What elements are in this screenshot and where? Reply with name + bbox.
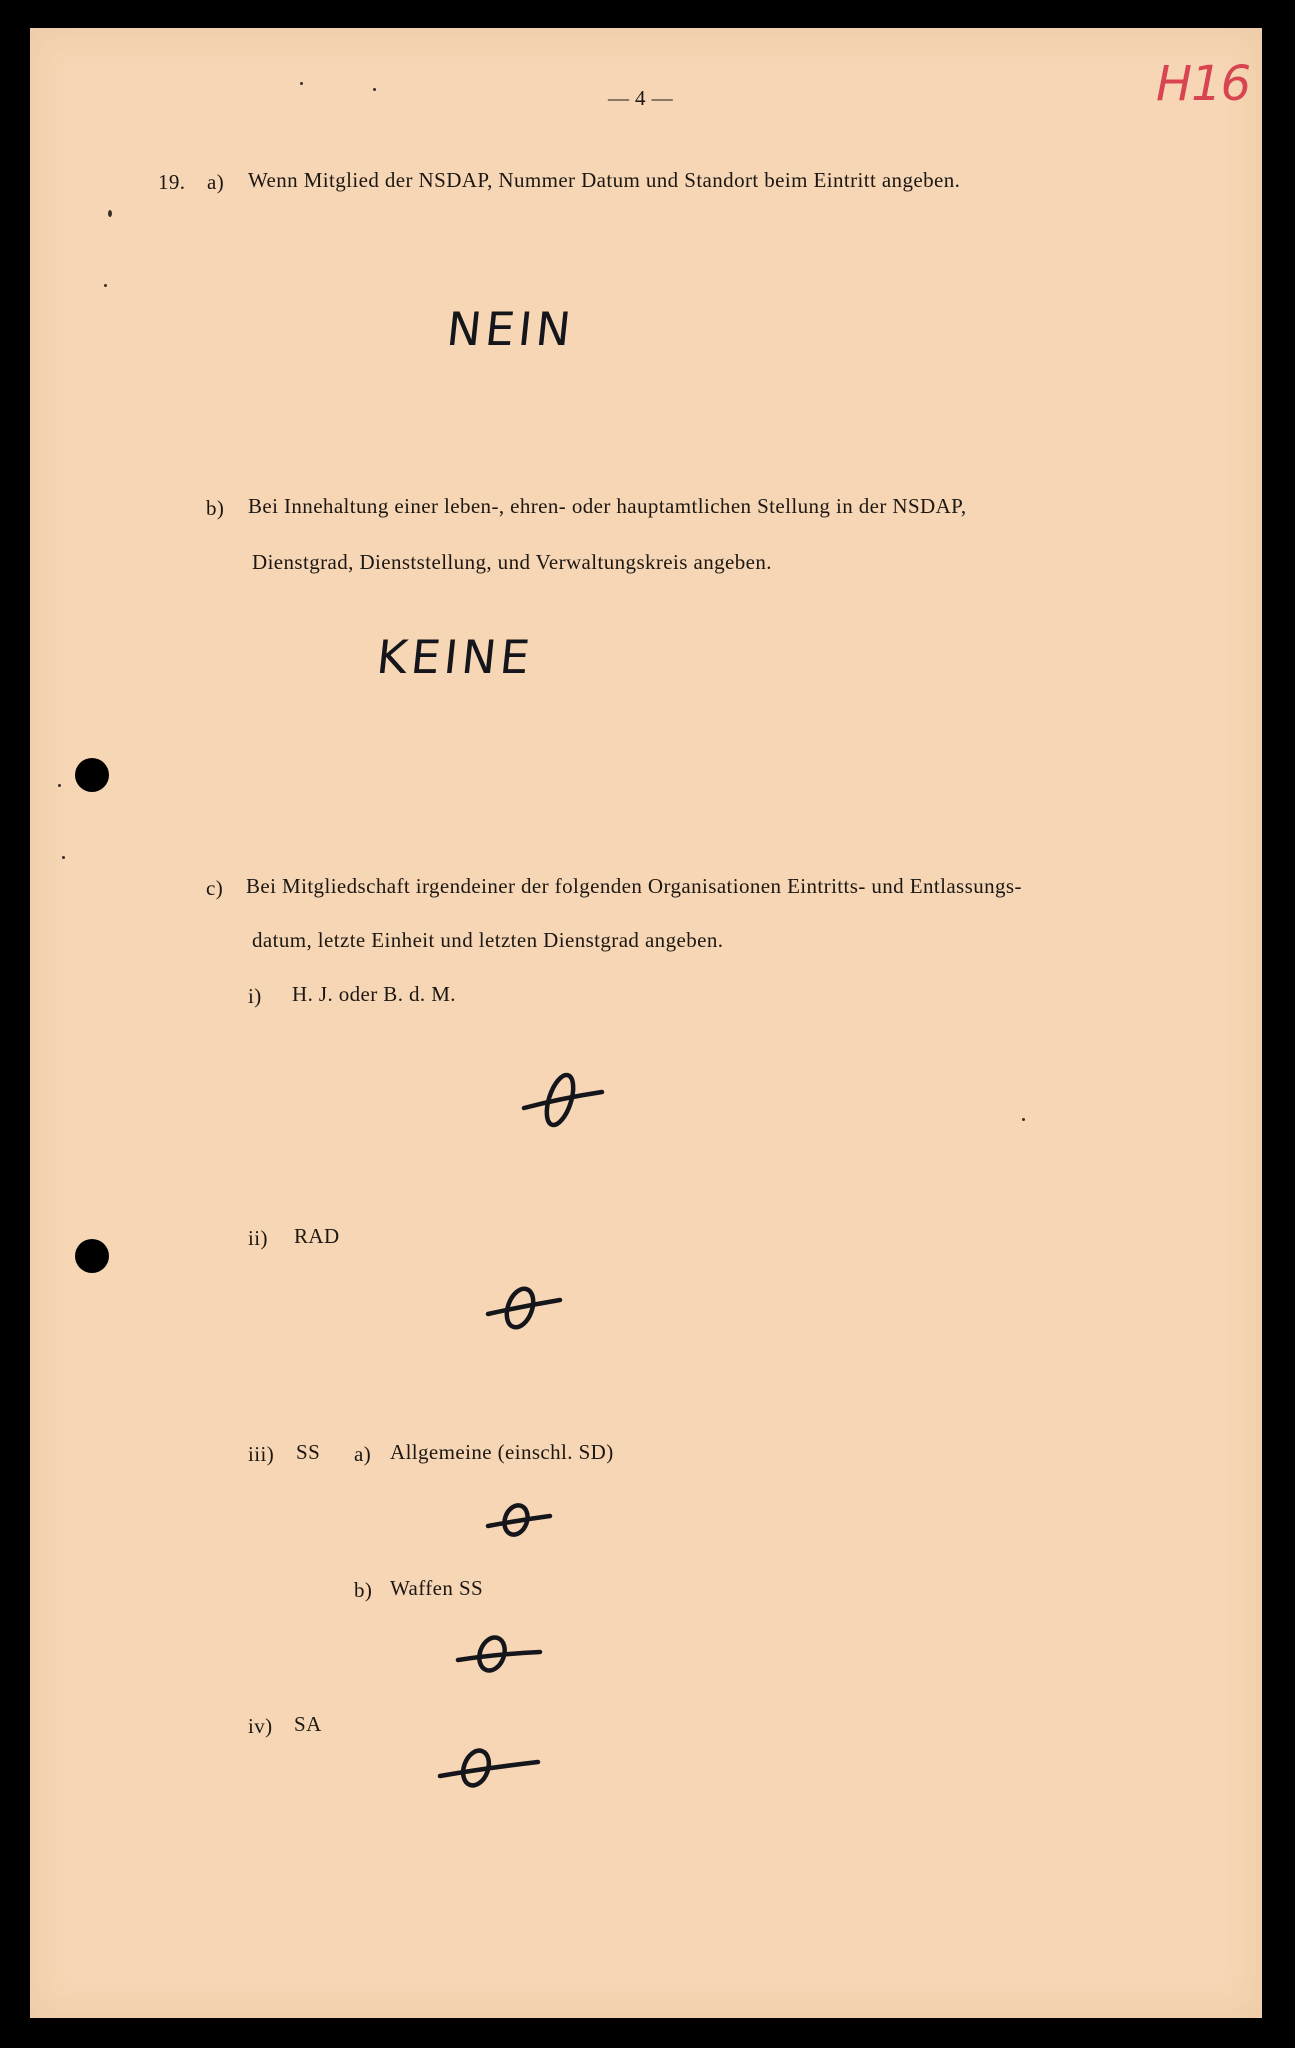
question-a-text: Wenn Mitglied der NSDAP, Nummer Datum und Standort beim Eintritt angeben.	[248, 168, 961, 192]
document-page	[30, 28, 1262, 2018]
answer-iii-b-crossed-zero	[454, 1630, 544, 1678]
archive-corner-mark: H16	[1156, 56, 1251, 112]
item-iii-b-label: b)	[354, 1578, 373, 1602]
answer-iv-crossed-zero	[436, 1744, 542, 1794]
item-iii-text: SS	[296, 1440, 321, 1464]
answer-ii-crossed-zero	[484, 1280, 564, 1336]
page-number: — 4 —	[608, 86, 673, 110]
answer-i-crossed-zero	[518, 1068, 608, 1132]
item-iii-label: iii)	[248, 1442, 275, 1466]
speck	[58, 784, 61, 787]
item-ii-label: ii)	[248, 1226, 268, 1250]
answer-iii-a-crossed-zero	[484, 1498, 554, 1542]
punch-hole-lower	[75, 1239, 109, 1273]
speck	[300, 82, 303, 85]
question-c-label: c)	[206, 876, 224, 900]
item-iii-b-text: Waffen SS	[390, 1576, 484, 1600]
speck	[1022, 1118, 1025, 1121]
speck	[373, 88, 376, 91]
answer-a-handwritten: NEIN	[444, 302, 578, 356]
question-b-label: b)	[206, 496, 225, 520]
item-ii-text: RAD	[294, 1224, 340, 1248]
item-iii-a-label: a)	[354, 1442, 372, 1466]
punch-hole-upper	[75, 758, 109, 792]
speck	[108, 210, 112, 217]
question-number: 19.	[158, 170, 186, 194]
question-c-line1: Bei Mitgliedschaft irgendeiner der folgenden Organisationen Eintritts- und Entlassungs-	[246, 874, 1022, 898]
speck	[104, 284, 107, 287]
item-iv-label: iv)	[248, 1714, 273, 1738]
question-a-label: a)	[207, 170, 225, 194]
item-i-text: H. J. oder B. d. M.	[292, 982, 456, 1006]
speck	[62, 856, 65, 859]
question-c-line2: datum, letzte Einheit und letzten Dienstgrad angeben.	[252, 928, 724, 952]
item-iv-text: SA	[294, 1712, 322, 1736]
question-b-line1: Bei Innehaltung einer leben-, ehren- oder hauptamtlichen Stellung in der NSDAP,	[248, 494, 967, 518]
answer-b-handwritten: KEINE	[374, 630, 537, 684]
item-i-label: i)	[248, 984, 262, 1008]
question-b-line2: Dienstgrad, Dienststellung, und Verwaltungskreis angeben.	[252, 550, 772, 574]
item-iii-a-text: Allgemeine (einschl. SD)	[390, 1440, 614, 1464]
